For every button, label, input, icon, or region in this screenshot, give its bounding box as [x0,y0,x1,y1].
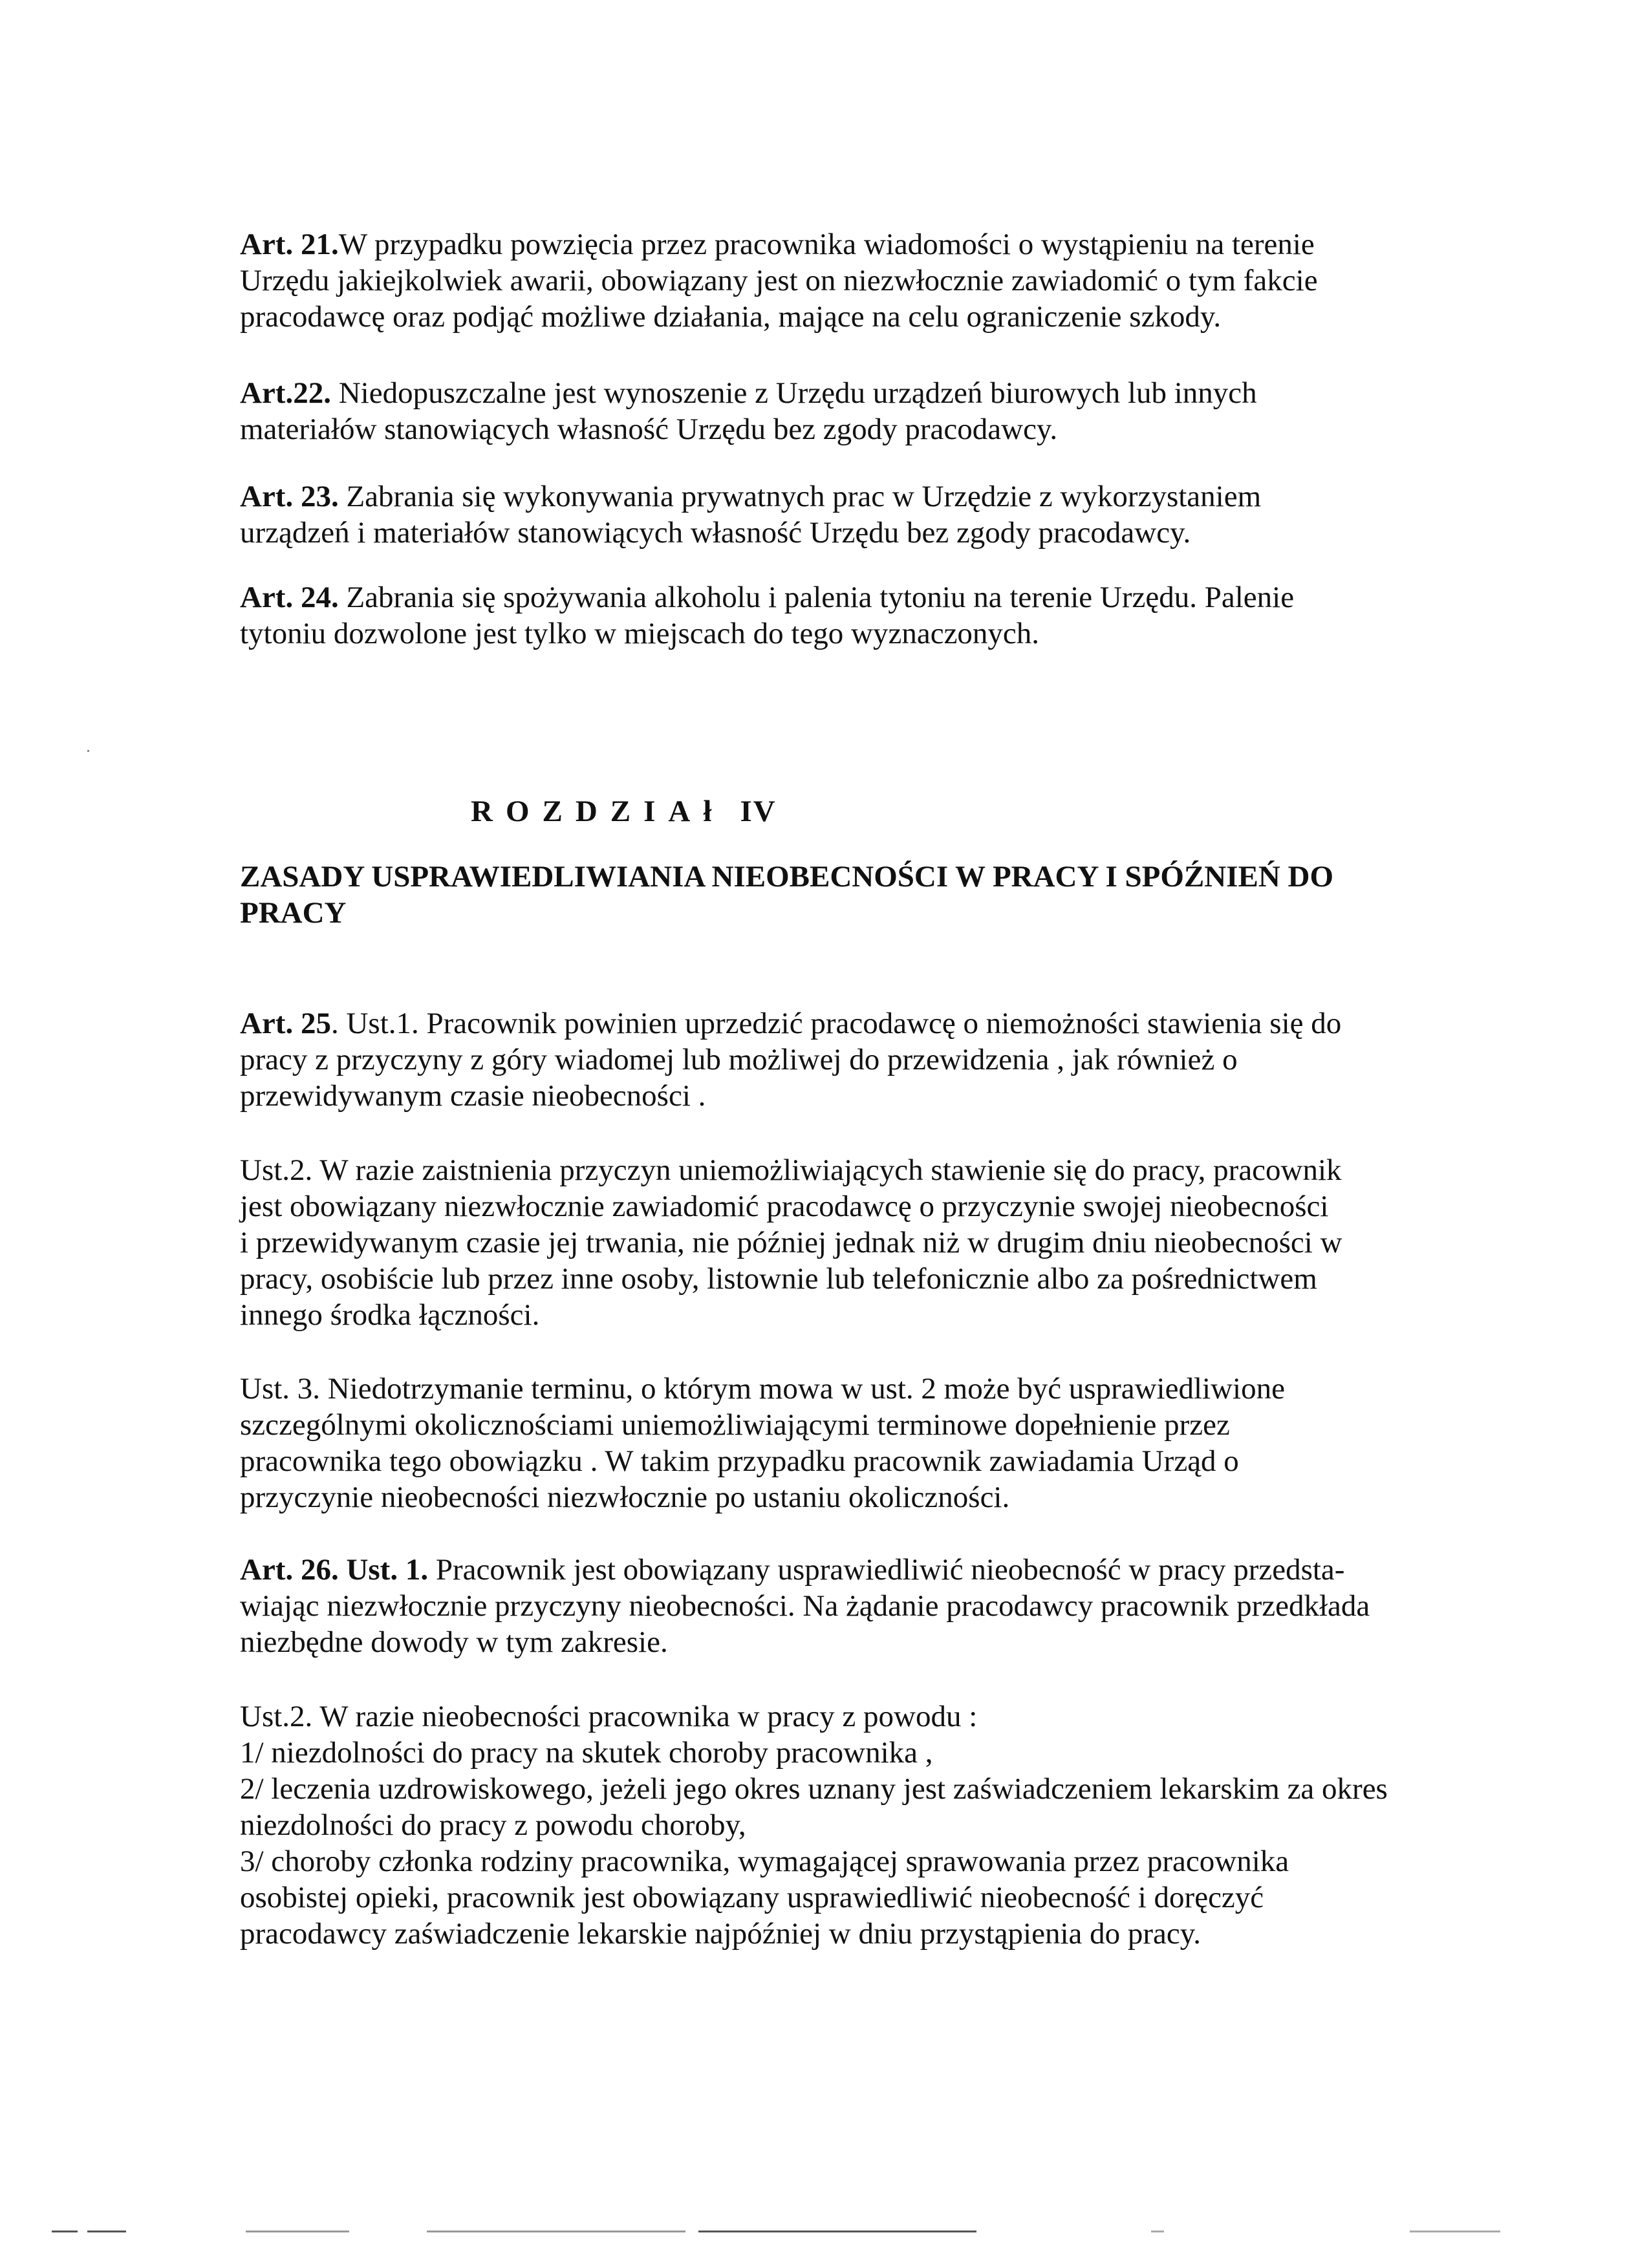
scan-edge-noise [52,2231,1539,2234]
article-22-label: Art.22. [240,376,331,410]
article-25-line-2: pracy z przyczyny z góry wiadomej lub możliwej do przewidzenia , jak również o [240,1043,1238,1076]
chapter-title-line-1: ZASADY USPRAWIEDLIWIANIA NIEOBECNOŚCI W PRACY I SPÓŹNIEŃ DO [240,860,1334,893]
article-22-line-1 [240,375,1494,411]
article-25-ust2-line-2: jest obowiązany niezwłocznie zawiadomić pracodawcę o przyczynie swojej nieobecności [240,1190,1329,1223]
article-25-ust2-line-1: Ust.2. W razie zaistnienia przyczyn uniemożliwiających stawienie się do pracy, pracownik [240,1153,1342,1187]
article-26-label: Art. 26. Ust. 1. [240,1553,429,1587]
article-25-line-1 [240,1005,1494,1042]
article-25-ust-3 [240,1371,1494,1515]
article-25-ust3-line-4: przyczynie nieobecności niezwłocznie po ustaniu okoliczności. [240,1481,1010,1514]
article-21-line-2: Urzędu jakiejkolwiek awarii, obowiązany jest on niezwłocznie zawiadomić o tym fakcie [240,264,1318,297]
article-21-label: Art. 21. [240,228,339,261]
article-26-line-3: niezbędne dowody w tym zakresie. [240,1625,668,1659]
article-26-ust2-line-3: 2/ leczenia uzdrowiskowego, jeżeli jego okres uznany jest zaświadczeniem lekarskim za okres [240,1772,1388,1806]
article-22 [240,375,1494,447]
article-26-ust2-line-5: 3/ choroby członka rodziny pracownika, wymagającej sprawowania przez pracownika [240,1845,1289,1878]
article-21 [240,226,1494,335]
article-25-text: . Ust.1. Pracownik powinien uprzedzić pracodawcę o niemożności stawienia się do [330,1007,1342,1040]
article-26-ust2-line-1: Ust.2. W razie nieobecności pracownika w pracy z powodu : [240,1700,978,1733]
article-25-ust3-line-1: Ust. 3. Niedotrzymanie terminu, o którym mowa w ust. 2 może być usprawiedliwione [240,1372,1285,1406]
article-22-text: Niedopuszczalne jest wynoszenie z Urzędu urządzeń biurowych lub innych [330,376,1257,410]
article-26-line-1 [240,1552,1494,1588]
article-21-line-1 [240,226,1494,262]
article-21-line-3: pracodawcę oraz podjąć możliwe działania, mające na celu ograniczenie szkody. [240,300,1222,334]
article-23-label: Art. 23. [240,480,339,513]
article-25-ust3-line-2: szczególnymi okolicznościami uniemożliwiającymi terminowe dopełnienie przez [240,1408,1230,1442]
article-21-text: W przypadku powzięcia przez pracownika wiadomości o wystąpieniu na terenie [338,228,1315,261]
article-26-ust-2 [240,1698,1494,1952]
article-25-ust-2 [240,1152,1494,1333]
article-23 [240,478,1494,551]
article-24-text: Zabrania się spożywania alkoholu i palenia tytoniu na terenie Urzędu. Palenie [338,581,1295,614]
article-23-line-1 [240,478,1494,515]
article-23-text: Zabrania się wykonywania prywatnych prac w Urzędzie z wykorzystaniem [338,480,1262,513]
chapter-title [240,859,1333,931]
article-25-ust2-line-5: innego środka łączności. [240,1298,540,1332]
article-25-ust3-line-3: pracownika tego obowiązku . W takim przypadku pracownik zawiadamia Urząd o [240,1444,1239,1478]
article-26-ust2-line-6: osobistej opieki, pracownik jest obowiązany usprawiedliwić nieobecność i doręczyć [240,1881,1264,1914]
article-26-ust2-line-2: 1/ niezdolności do pracy na skutek choroby pracownika , [240,1736,933,1770]
article-24-label: Art. 24. [240,581,339,614]
scan-speck [87,750,89,752]
article-25-label: Art. 25 [240,1007,331,1040]
article-22-line-2: materiałów stanowiących własność Urzędu bez zgody pracodawcy. [240,412,1058,446]
chapter-heading [471,794,777,829]
chapter-title-line-2: PRACY [240,896,347,930]
article-23-line-2: urządzeń i materiałów stanowiących własność Urzędu bez zgody pracodawcy. [240,516,1191,550]
article-24-line-2: tytoniu dozwolone jest tylko w miejscach do tego wyznaczonych. [240,617,1040,650]
article-24-line-1 [240,579,1494,615]
article-26-line-2: wiając niezwłocznie przyczyny nieobecności. Na żądanie pracodawcy pracownik przedkłada [240,1589,1370,1623]
article-26-ust2-line-4: niezdolności do pracy z powodu choroby, [240,1808,746,1842]
article-26-ust2-line-7: pracodawcy zaświadczenie lekarskie najpóźniej w dniu przystąpienia do pracy. [240,1917,1201,1951]
chapter-word: ROZDZIAł [471,795,725,828]
chapter-number: IV [740,795,777,828]
article-25-line-3: przewidywanym czasie nieobecności . [240,1079,706,1113]
article-24 [240,579,1494,652]
article-26-ust-1 [240,1552,1494,1660]
article-25-ust-1 [240,1005,1494,1114]
article-26-text: Pracownik jest obowiązany usprawiedliwić nieobecność w pracy przedsta- [428,1553,1345,1587]
article-25-ust2-line-3: i przewidywanym czasie jej trwania, nie później jednak niż w drugim dniu nieobecności w [240,1226,1342,1259]
article-25-ust2-line-4: pracy, osobiście lub przez inne osoby, listownie lub telefonicznie albo za pośrednictwem [240,1262,1317,1296]
